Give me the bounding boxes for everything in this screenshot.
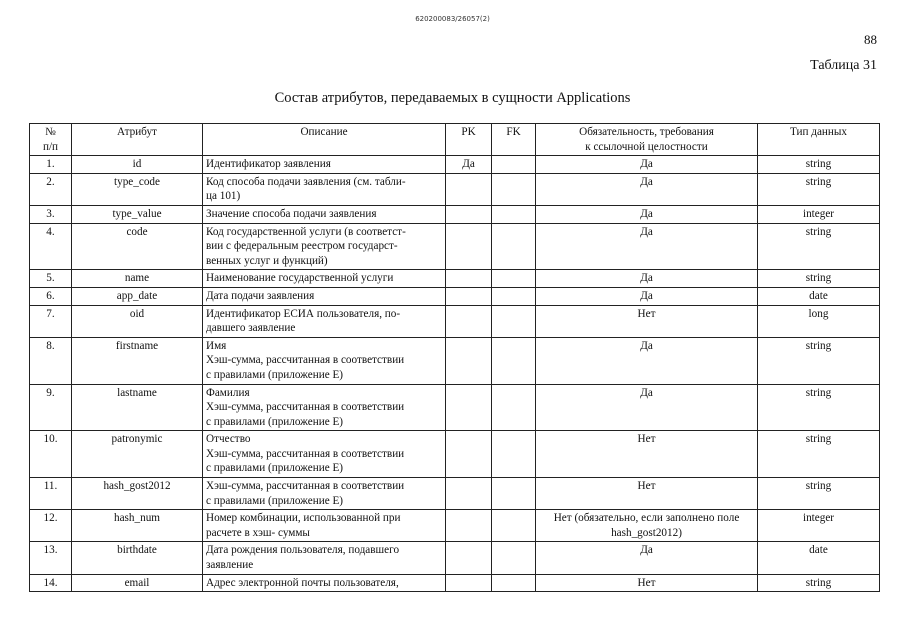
cell-description: Хэш-сумма, рассчитанная в соответствии с правилами (приложение Е) bbox=[203, 478, 446, 510]
cell-fk bbox=[492, 337, 536, 384]
cell-fk bbox=[492, 287, 536, 305]
cell-attribute: code bbox=[72, 223, 203, 270]
table-row bbox=[30, 223, 880, 270]
cell-requirement: Да bbox=[536, 156, 758, 174]
table-row bbox=[30, 384, 880, 431]
cell-requirement: Да bbox=[536, 337, 758, 384]
header-requirement: Обязательность, требования к ссылочной целостности bbox=[536, 124, 758, 156]
cell-description: Код государственной услуги (в соответст- вии с федеральным реестром государст- венных услуг и функций) bbox=[203, 223, 446, 270]
cell-attribute: type_value bbox=[72, 205, 203, 223]
cell-data-type: date bbox=[758, 287, 880, 305]
cell-data-type: string bbox=[758, 337, 880, 384]
header-data-type: Тип данных bbox=[758, 124, 880, 156]
cell-attribute: firstname bbox=[72, 337, 203, 384]
cell-number: 6. bbox=[30, 287, 72, 305]
cell-requirement: Да bbox=[536, 173, 758, 205]
table-row bbox=[30, 478, 880, 510]
table-row bbox=[30, 270, 880, 288]
cell-attribute: birthdate bbox=[72, 542, 203, 574]
cell-pk bbox=[446, 478, 492, 510]
document-id: 620200083/26057(2) bbox=[415, 15, 490, 23]
cell-data-type: string bbox=[758, 384, 880, 431]
table-label: Таблица 31 bbox=[810, 58, 877, 73]
header-attribute: Атрибут bbox=[72, 124, 203, 156]
cell-fk bbox=[492, 156, 536, 174]
cell-pk bbox=[446, 337, 492, 384]
cell-fk bbox=[492, 223, 536, 270]
table-row bbox=[30, 156, 880, 174]
table-row bbox=[30, 574, 880, 592]
cell-description: Фамилия Хэш-сумма, рассчитанная в соответствии с правилами (приложение Е) bbox=[203, 384, 446, 431]
cell-fk bbox=[492, 270, 536, 288]
cell-requirement: Нет bbox=[536, 431, 758, 478]
cell-requirement: Да bbox=[536, 287, 758, 305]
cell-pk bbox=[446, 384, 492, 431]
cell-requirement: Да bbox=[536, 384, 758, 431]
cell-description: Идентификатор заявления bbox=[203, 156, 446, 174]
cell-description: Дата рождения пользователя, подавшего заявление bbox=[203, 542, 446, 574]
table-row bbox=[30, 287, 880, 305]
cell-description: Отчество Хэш-сумма, рассчитанная в соответствии с правилами (приложение Е) bbox=[203, 431, 446, 478]
cell-number: 10. bbox=[30, 431, 72, 478]
cell-fk bbox=[492, 510, 536, 542]
cell-attribute: lastname bbox=[72, 384, 203, 431]
cell-fk bbox=[492, 574, 536, 592]
cell-requirement: Да bbox=[536, 542, 758, 574]
cell-attribute: type_code bbox=[72, 173, 203, 205]
cell-number: 13. bbox=[30, 542, 72, 574]
cell-attribute: oid bbox=[72, 305, 203, 337]
cell-data-type: string bbox=[758, 270, 880, 288]
header-description: Описание bbox=[203, 124, 446, 156]
cell-data-type: string bbox=[758, 478, 880, 510]
cell-data-type: integer bbox=[758, 205, 880, 223]
cell-pk: Да bbox=[446, 156, 492, 174]
cell-attribute: name bbox=[72, 270, 203, 288]
cell-number: 9. bbox=[30, 384, 72, 431]
table-header-row bbox=[30, 124, 880, 156]
cell-number: 7. bbox=[30, 305, 72, 337]
table-body bbox=[30, 156, 880, 592]
cell-data-type: string bbox=[758, 574, 880, 592]
cell-fk bbox=[492, 431, 536, 478]
header-fk: FK bbox=[492, 124, 536, 156]
cell-fk bbox=[492, 305, 536, 337]
cell-description: Адрес электронной почты пользователя, bbox=[203, 574, 446, 592]
cell-number: 14. bbox=[30, 574, 72, 592]
cell-description: Номер комбинации, использованной при расчете в хэш- суммы bbox=[203, 510, 446, 542]
table-row bbox=[30, 431, 880, 478]
table-row bbox=[30, 173, 880, 205]
cell-description: Имя Хэш-сумма, рассчитанная в соответствии с правилами (приложение Е) bbox=[203, 337, 446, 384]
cell-description: Дата подачи заявления bbox=[203, 287, 446, 305]
cell-data-type: string bbox=[758, 173, 880, 205]
cell-data-type: string bbox=[758, 223, 880, 270]
cell-fk bbox=[492, 478, 536, 510]
table-row bbox=[30, 337, 880, 384]
cell-pk bbox=[446, 287, 492, 305]
cell-number: 12. bbox=[30, 510, 72, 542]
cell-number: 4. bbox=[30, 223, 72, 270]
cell-pk bbox=[446, 205, 492, 223]
cell-number: 1. bbox=[30, 156, 72, 174]
cell-description: Код способа подачи заявления (см. табли- ца 101) bbox=[203, 173, 446, 205]
cell-number: 5. bbox=[30, 270, 72, 288]
header-number: № п/п bbox=[30, 124, 72, 156]
cell-attribute: hash_gost2012 bbox=[72, 478, 203, 510]
cell-requirement: Нет bbox=[536, 305, 758, 337]
cell-attribute: app_date bbox=[72, 287, 203, 305]
cell-requirement: Да bbox=[536, 270, 758, 288]
cell-pk bbox=[446, 574, 492, 592]
cell-description: Значение способа подачи заявления bbox=[203, 205, 446, 223]
table-row bbox=[30, 205, 880, 223]
header-pk: PK bbox=[446, 124, 492, 156]
cell-number: 3. bbox=[30, 205, 72, 223]
cell-requirement: Нет bbox=[536, 574, 758, 592]
cell-fk bbox=[492, 205, 536, 223]
cell-pk bbox=[446, 510, 492, 542]
table-row bbox=[30, 542, 880, 574]
cell-attribute: hash_num bbox=[72, 510, 203, 542]
cell-attribute: id bbox=[72, 156, 203, 174]
cell-requirement: Нет (обязательно, если заполнено поле hash_gost2012) bbox=[536, 510, 758, 542]
cell-description: Идентификатор ЕСИА пользователя, по- давшего заявление bbox=[203, 305, 446, 337]
cell-pk bbox=[446, 173, 492, 205]
cell-number: 11. bbox=[30, 478, 72, 510]
cell-attribute: email bbox=[72, 574, 203, 592]
cell-pk bbox=[446, 305, 492, 337]
cell-fk bbox=[492, 542, 536, 574]
cell-pk bbox=[446, 270, 492, 288]
page-number: 88 bbox=[864, 32, 877, 47]
cell-number: 8. bbox=[30, 337, 72, 384]
cell-data-type: integer bbox=[758, 510, 880, 542]
cell-data-type: long bbox=[758, 305, 880, 337]
cell-attribute: patronymic bbox=[72, 431, 203, 478]
attributes-table bbox=[29, 123, 880, 592]
cell-requirement: Нет bbox=[536, 478, 758, 510]
cell-data-type: string bbox=[758, 431, 880, 478]
cell-fk bbox=[492, 384, 536, 431]
cell-fk bbox=[492, 173, 536, 205]
cell-pk bbox=[446, 542, 492, 574]
table-row bbox=[30, 305, 880, 337]
cell-description: Наименование государственной услуги bbox=[203, 270, 446, 288]
cell-data-type: string bbox=[758, 156, 880, 174]
table-row bbox=[30, 510, 880, 542]
cell-data-type: date bbox=[758, 542, 880, 574]
cell-requirement: Да bbox=[536, 205, 758, 223]
cell-pk bbox=[446, 431, 492, 478]
cell-requirement: Да bbox=[536, 223, 758, 270]
cell-pk bbox=[446, 223, 492, 270]
cell-number: 2. bbox=[30, 173, 72, 205]
table-title: Состав атрибутов, передаваемых в сущности Applications bbox=[274, 90, 631, 106]
